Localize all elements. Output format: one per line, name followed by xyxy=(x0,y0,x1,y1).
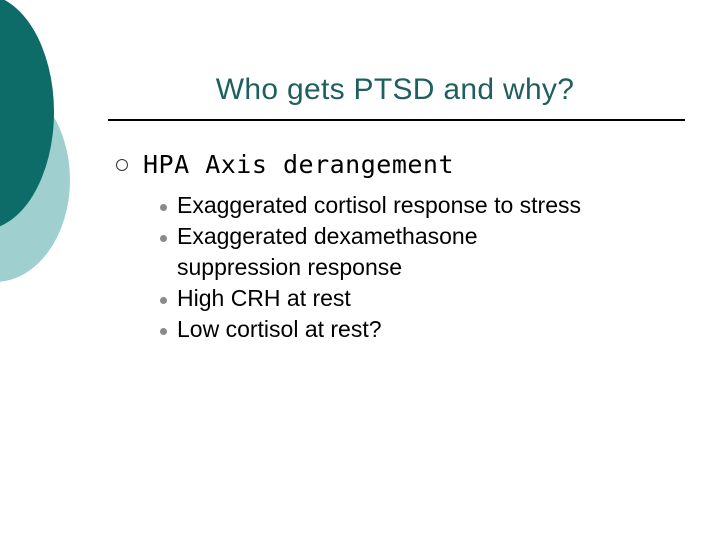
dot-bullet-icon xyxy=(160,328,167,335)
sub-bullet-text: Low cortisol at rest? xyxy=(177,316,382,342)
dot-bullet-icon xyxy=(160,204,167,211)
list-item xyxy=(160,190,706,221)
dot-bullet-icon xyxy=(160,235,167,242)
bullet-text: HPA Axis derangement xyxy=(143,150,455,179)
sub-bullet-text: High CRH at rest xyxy=(177,285,351,311)
title-underline xyxy=(108,119,685,121)
decorative-circles xyxy=(0,0,110,290)
hollow-circle-bullet-icon xyxy=(116,159,128,171)
bullet-list xyxy=(116,148,706,345)
dot-bullet-icon xyxy=(160,297,167,304)
slide-title: Who gets PTSD and why? xyxy=(215,73,575,106)
sub-bullet-text: Exaggerated cortisol response to stress xyxy=(177,192,581,218)
list-item xyxy=(160,283,706,314)
sub-bullet-list xyxy=(116,190,706,345)
sub-bullet-text: Exaggerated dexamethasone suppression response xyxy=(177,223,478,280)
list-item xyxy=(160,221,706,283)
list-item xyxy=(160,314,706,345)
list-item xyxy=(116,148,706,182)
